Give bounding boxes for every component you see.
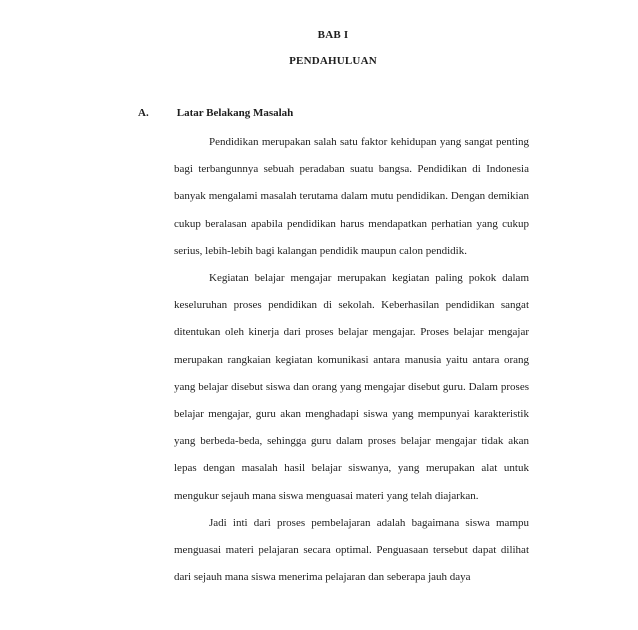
chapter-label: BAB I [317,29,349,41]
chapter-title: PENDAHULUAN [289,55,377,67]
section-title: Latar Belakang Masalah [176,107,294,119]
section-heading [138,107,293,119]
paragraph: Kegiatan belajar mengajar merupakan kegiatan paling pokok dalam keseluruhan proses pendidikan di sekolah. Keberhasilan pendidikan sangat ditentukan oleh kinerja dari proses belajar mengajar. Proses belajar mengajar merupakan rangkaian kegiatan komunikasi antara manusia yaitu antara orang yang belajar disebut siswa dan orang yang mengajar disebut guru. Dalam proses belajar mengajar, guru akan menghadapi siswa yang mempunyai karakteristik yang berbeda-beda, sehingga guru dalam proses belajar mengajar tidak akan lepas dengan masalah hasil belajar siswanya, yang merupakan alat untuk mengukur sejauh mana siswa menguasai materi yang telah diajarkan. [174,272,529,502]
paragraph: Pendidikan merupakan salah satu faktor kehidupan yang sangat penting bagi terbangunnya sebuah peradaban suatu bangsa. Pendidikan di Indonesia banyak mengalami masalah terutama dalam mutu pendidikan. Dengan demikian cukup beralasan apabila pendidikan harus mendapatkan perhatian yang cukup serius, lebih-lebih bagi kalangan pendidik maupun calon pendidik. [174,136,529,257]
body-text [174,129,529,591]
section-number: A. [138,107,149,119]
paragraph: Jadi inti dari proses pembelajaran adalah bagaimana siswa mampu menguasai materi pelajaran secara optimal. Penguasaan tersebut dapat dilihat dari sejauh mana siswa menerima pelajaran dan seberapa jauh daya [174,516,529,584]
